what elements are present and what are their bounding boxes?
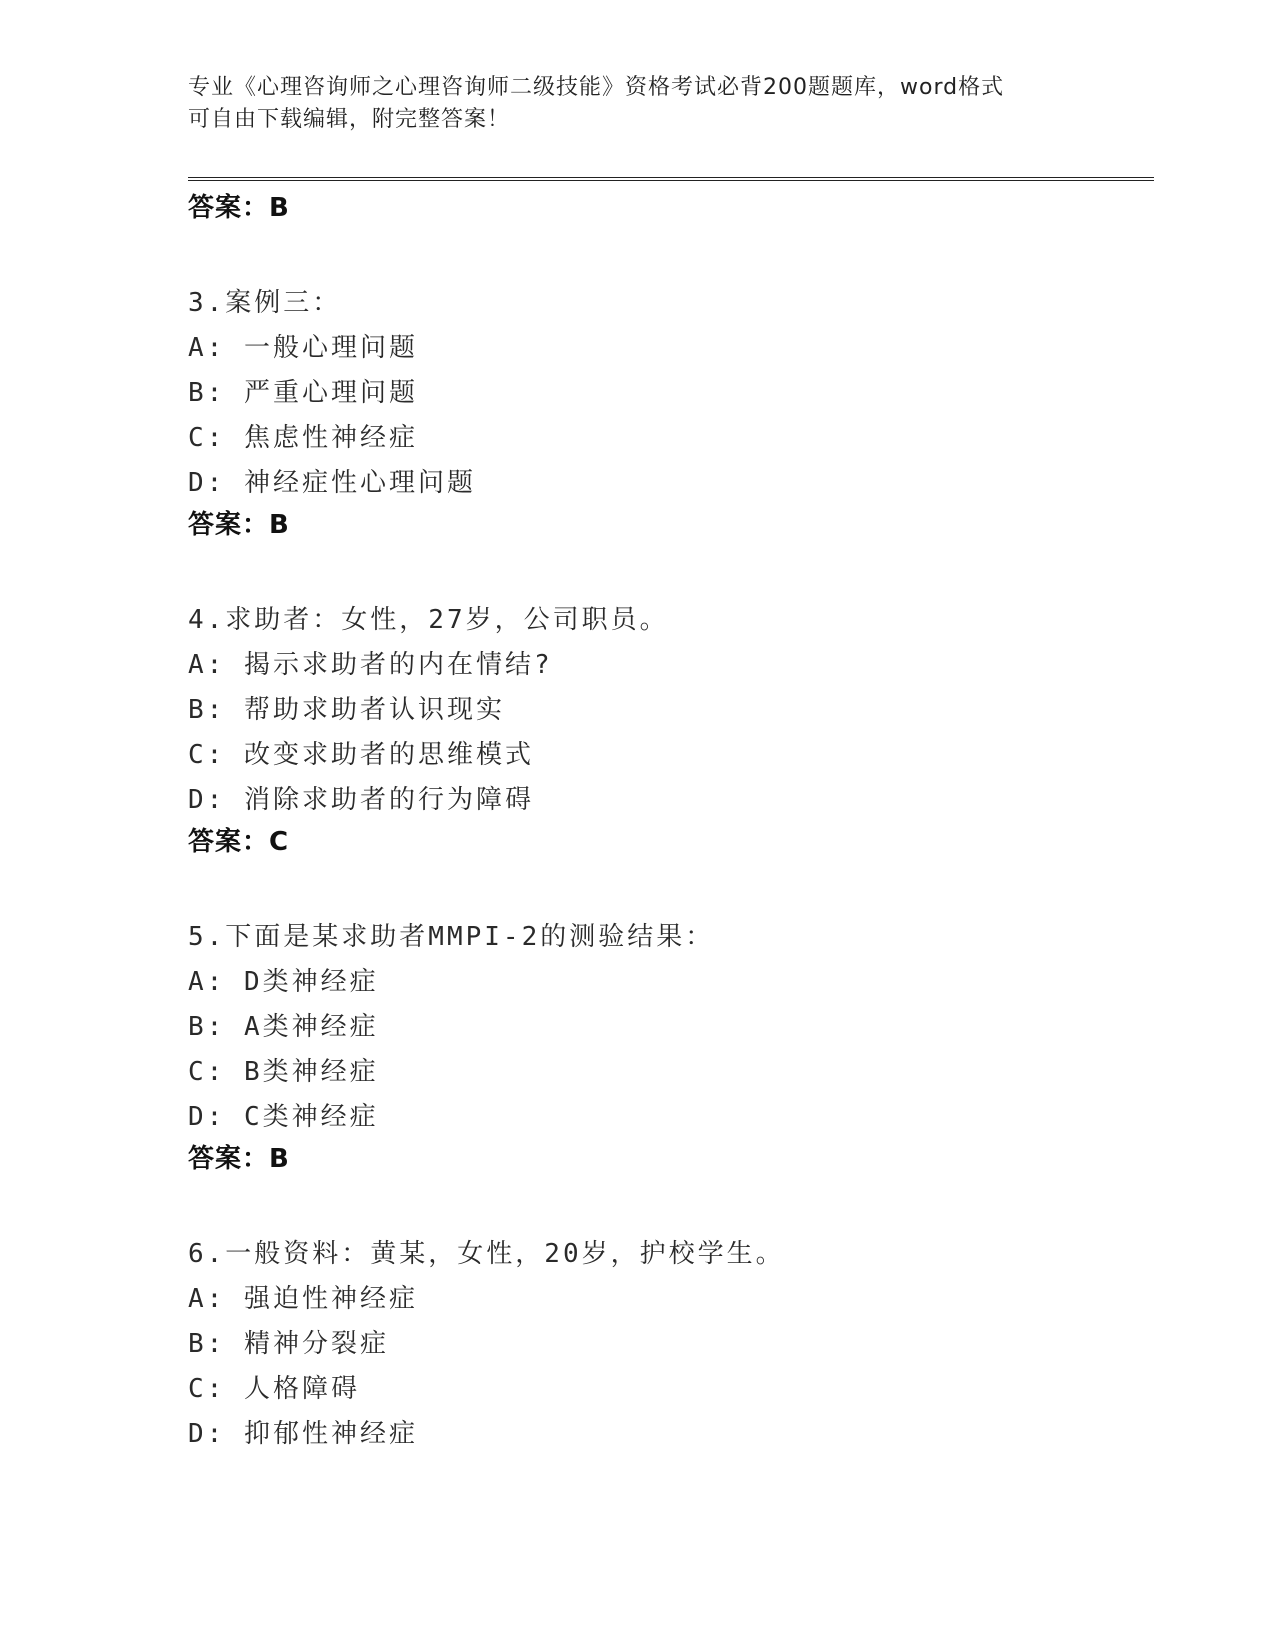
question-block [188,281,1154,542]
option-c: C: B类神经症 [188,1057,379,1087]
header-divider [188,177,1154,181]
question-block [188,598,1154,859]
option-b: B: A类神经症 [188,1012,379,1042]
option-c: C: 焦虑性神经症 [188,423,418,453]
option-d: D: 抑郁性神经症 [188,1419,418,1449]
document-header-line-2: 可自由下载编辑，附完整答案！ [188,107,511,132]
option-d: D: C类神经症 [188,1102,379,1132]
question-title: 4.求助者：女性，27岁，公司职员。 [188,605,669,635]
option-a: A: 一般心理问题 [188,333,418,363]
answer-label: 答案：B [188,510,290,540]
option-d: D: 神经症性心理问题 [188,468,476,498]
option-a: A: D类神经症 [188,967,379,997]
option-b: B: 精神分裂症 [188,1329,389,1359]
option-b: B: 严重心理问题 [188,378,418,408]
option-b: B: 帮助求助者认识现实 [188,695,505,725]
question-title: 5.下面是某求助者MMPI-2的测验结果： [188,922,715,952]
document-header-line-1: 专业《心理咨询师之心理咨询师二级技能》资格考试必背200题题库，word格式 [188,75,1005,100]
answer-label: 答案：C [188,827,290,857]
question-block [188,1232,1154,1457]
option-a: A: 强迫性神经症 [188,1284,418,1314]
option-d: D: 消除求助者的行为障碍 [188,785,534,815]
option-a: A: 揭示求助者的内在情结? [188,650,553,680]
answer-label: 答案：B [188,1144,290,1174]
question-block [188,915,1154,1176]
question-title: 6.一般资料：黄某，女性，20岁，护校学生。 [188,1239,785,1269]
answer-label: 答案：B [188,193,290,223]
document-page [188,72,1154,1457]
option-c: C: 人格障碍 [188,1374,360,1404]
question-title: 3.案例三： [188,288,342,318]
option-c: C: 改变求助者的思维模式 [188,740,534,770]
